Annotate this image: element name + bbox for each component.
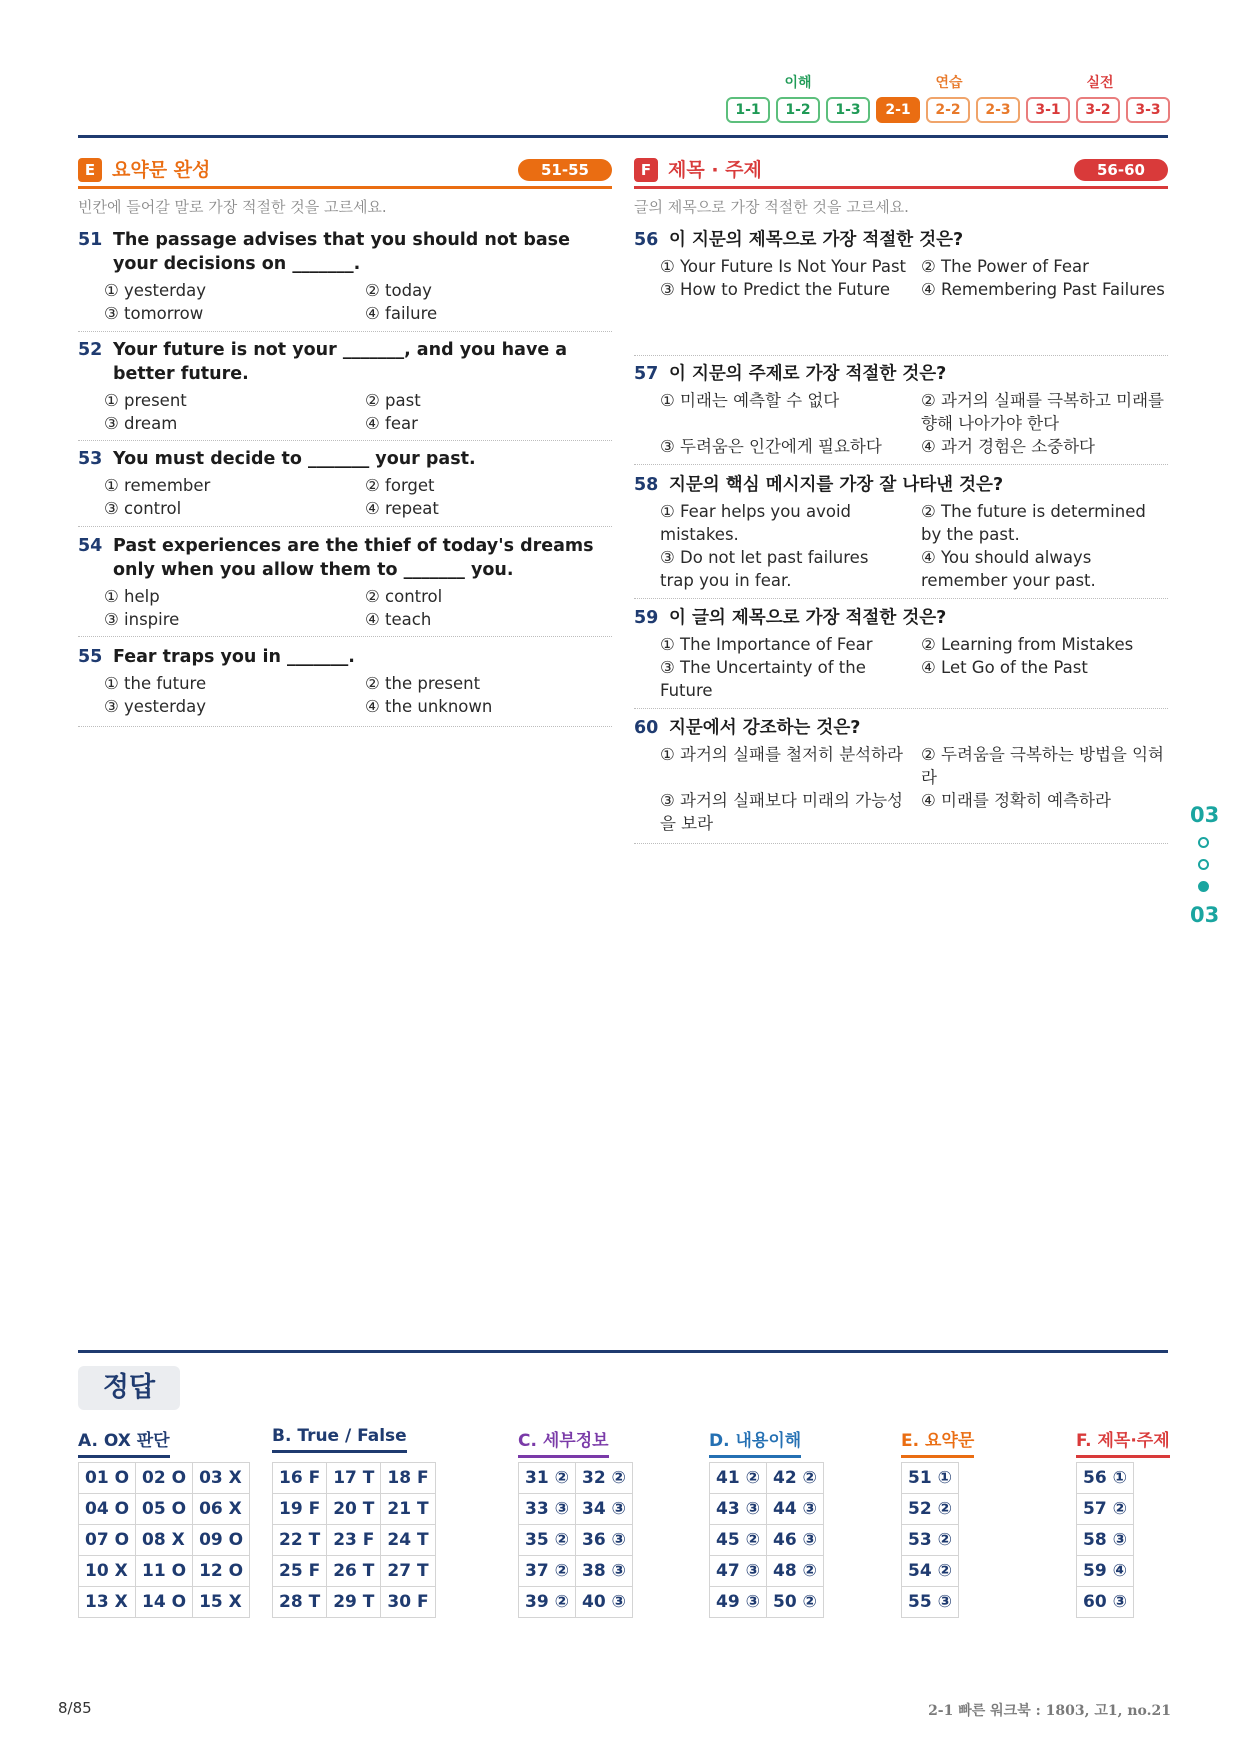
- question-55: [78, 645, 612, 718]
- table-row: [1077, 1556, 1134, 1587]
- level-tab-1-2[interactable]: 1-2: [776, 97, 820, 123]
- answer-cell: 18 F: [381, 1463, 435, 1494]
- answer-col-e-title: E. 요약문: [901, 1426, 974, 1458]
- answer-cell: 12 O: [193, 1556, 250, 1587]
- answer-cell: 06 X: [193, 1494, 250, 1525]
- question-separator: [634, 464, 1168, 465]
- question-56: [634, 228, 1168, 301]
- answer-cell: 03 X: [193, 1463, 250, 1494]
- answer-cell: 09 O: [193, 1525, 250, 1556]
- answer-cell: 26 T: [327, 1556, 381, 1587]
- answer-cell: 01 O: [79, 1463, 136, 1494]
- section-e-title: 요약문 완성: [112, 159, 211, 181]
- level-tab-1-3[interactable]: 1-3: [826, 97, 870, 123]
- answer-cell: 42 ②: [766, 1463, 823, 1494]
- option-4[interactable]: ④ failure: [365, 304, 438, 323]
- option-4[interactable]: ④ fear: [365, 414, 418, 433]
- table-row: [519, 1463, 633, 1494]
- answer-cell: 08 X: [136, 1525, 193, 1556]
- answer-cell: 54 ②: [902, 1556, 959, 1587]
- progress-dot-empty: [1198, 837, 1209, 848]
- answer-cell: 55 ③: [902, 1587, 959, 1618]
- question-separator: [78, 636, 612, 637]
- table-row: [902, 1556, 959, 1587]
- answer-cell: 44 ③: [766, 1494, 823, 1525]
- level-group-actual: 실전: [1086, 75, 1114, 91]
- question-number: 54: [78, 536, 103, 556]
- question-separator: [78, 526, 612, 527]
- header-divider: [78, 135, 1168, 138]
- question-text: 이 글의 제목으로 가장 적절한 것은?: [669, 608, 947, 628]
- answer-cell: 59 ④: [1077, 1556, 1134, 1587]
- level-tab-2-2[interactable]: 2-2: [926, 97, 970, 123]
- answer-cell: 49 ③: [710, 1587, 767, 1618]
- table-row: [519, 1494, 633, 1525]
- option-4[interactable]: ④ 미래를 정확히 예측하라: [921, 791, 1111, 810]
- question-number: 55: [78, 647, 103, 667]
- section-f-range: 56-60: [1074, 159, 1168, 181]
- question-separator: [634, 708, 1168, 709]
- question-number: 52: [78, 340, 103, 360]
- table-row: [710, 1494, 824, 1525]
- footer-reference: 2-1 빠른 워크북 : 1803, 고1, no.21: [928, 1703, 1171, 1719]
- table-row: [273, 1556, 436, 1587]
- answer-grid-e: [901, 1462, 959, 1618]
- answer-cell: 38 ③: [575, 1556, 632, 1587]
- option-2[interactable]: ② The Power of Fear: [921, 257, 1089, 276]
- option-3[interactable]: ③ dream: [104, 414, 178, 433]
- answer-cell: 28 T: [273, 1587, 327, 1618]
- option-3[interactable]: ③ How to Predict the Future: [660, 280, 891, 299]
- answer-cell: 50 ②: [766, 1587, 823, 1618]
- table-row: [519, 1587, 633, 1618]
- table-row: [273, 1587, 436, 1618]
- question-text: You must decide to _______ your past.: [113, 449, 476, 469]
- answers-title: 정답: [78, 1366, 180, 1410]
- answer-cell: 20 T: [327, 1494, 381, 1525]
- section-f-title: 제목 · 주제: [668, 159, 762, 181]
- answer-col-b-title: B. True / False: [272, 1426, 407, 1453]
- option-3[interactable]: ③ Do not let past failures trap you in fear.: [660, 548, 869, 590]
- table-row: [710, 1463, 824, 1494]
- section-f-header: [634, 156, 1168, 186]
- question-60: [634, 716, 1168, 835]
- question-51: [78, 228, 612, 325]
- question-54: [78, 534, 612, 631]
- answer-cell: 07 O: [79, 1525, 136, 1556]
- option-1[interactable]: ① 미래는 예측할 수 없다: [660, 391, 840, 410]
- option-4[interactable]: ④ the unknown: [365, 697, 493, 716]
- option-2[interactable]: ② 과거의 실패를 극복하고 미래를 향해 나아가야 한다: [921, 391, 1164, 433]
- answer-cell: 56 ①: [1077, 1463, 1134, 1494]
- answer-cell: 58 ③: [1077, 1525, 1134, 1556]
- level-tab-3-1[interactable]: 3-1: [1026, 97, 1070, 123]
- option-2[interactable]: ② 두려움을 극복하는 방법을 익혀라: [921, 745, 1164, 787]
- option-4[interactable]: ④ Remembering Past Failures: [921, 280, 1165, 299]
- answer-grid-b: [272, 1462, 436, 1618]
- table-row: [79, 1525, 250, 1556]
- option-4[interactable]: ④ Let Go of the Past: [921, 658, 1088, 677]
- answer-cell: 47 ③: [710, 1556, 767, 1587]
- side-unit-number: 03: [1190, 903, 1220, 927]
- progress-dot-empty: [1198, 859, 1209, 870]
- answer-cell: 15 X: [193, 1587, 250, 1618]
- answer-cell: 25 F: [273, 1556, 327, 1587]
- answer-cell: 14 O: [136, 1587, 193, 1618]
- option-3[interactable]: ③ The Uncertainty of the Future: [660, 658, 866, 700]
- question-number: 57: [634, 364, 659, 384]
- answer-cell: 13 X: [79, 1587, 136, 1618]
- option-1[interactable]: ① 과거의 실패를 철저히 분석하라: [660, 745, 903, 764]
- answer-cell: 24 T: [381, 1525, 435, 1556]
- table-row: [710, 1556, 824, 1587]
- answer-col-c-title: C. 세부정보: [518, 1426, 609, 1458]
- table-row: [1077, 1525, 1134, 1556]
- table-row: [79, 1494, 250, 1525]
- answer-cell: 46 ③: [766, 1525, 823, 1556]
- option-1[interactable]: ① remember: [104, 476, 211, 495]
- question-number: 59: [634, 608, 659, 628]
- option-1[interactable]: ① help: [104, 587, 160, 606]
- level-tab-3-2[interactable]: 3-2: [1076, 97, 1120, 123]
- table-row: [902, 1494, 959, 1525]
- question-text: 지문의 핵심 메시지를 가장 잘 나타낸 것은?: [669, 475, 1004, 495]
- table-row: [902, 1463, 959, 1494]
- level-group-practice: 연습: [935, 75, 963, 91]
- option-3[interactable]: ③ 두려움은 인간에게 필요하다: [660, 437, 882, 456]
- table-row: [1077, 1463, 1134, 1494]
- answer-cell: 23 F: [327, 1525, 381, 1556]
- question-separator: [78, 331, 612, 332]
- question-58: [634, 473, 1168, 592]
- question-text: Your future is not your _______, and you have a better future.: [113, 340, 568, 384]
- section-e-instruction: 빈칸에 들어갈 말로 가장 적절한 것을 고르세요.: [78, 198, 387, 216]
- answer-cell: 17 T: [327, 1463, 381, 1494]
- question-text: Fear traps you in _______.: [113, 647, 355, 667]
- answer-cell: 21 T: [381, 1494, 435, 1525]
- answer-cell: 52 ②: [902, 1494, 959, 1525]
- question-number: 51: [78, 230, 103, 250]
- question-text: 지문에서 강조하는 것은?: [669, 718, 861, 738]
- option-2[interactable]: ② past: [365, 391, 421, 410]
- question-separator: [634, 355, 1168, 356]
- table-row: [1077, 1494, 1134, 1525]
- answer-grid-f: [1076, 1462, 1134, 1618]
- answer-cell: 40 ③: [575, 1587, 632, 1618]
- option-2[interactable]: ② Learning from Mistakes: [921, 635, 1134, 654]
- answer-cell: 41 ②: [710, 1463, 767, 1494]
- answer-cell: 51 ①: [902, 1463, 959, 1494]
- answer-grid-a: [78, 1462, 250, 1618]
- answer-cell: 35 ②: [519, 1525, 576, 1556]
- answer-cell: 31 ②: [519, 1463, 576, 1494]
- table-row: [273, 1494, 436, 1525]
- answer-col-d-title: D. 내용이해: [709, 1426, 801, 1458]
- answer-cell: 30 F: [381, 1587, 435, 1618]
- question-separator: [78, 726, 612, 727]
- answer-cell: 57 ②: [1077, 1494, 1134, 1525]
- question-52: [78, 338, 612, 435]
- answers-divider: [78, 1350, 1168, 1353]
- table-row: [79, 1556, 250, 1587]
- side-chapter-number: 03: [1190, 803, 1220, 827]
- answer-cell: 10 X: [79, 1556, 136, 1587]
- answer-cell: 22 T: [273, 1525, 327, 1556]
- section-f-underline: [634, 186, 1168, 189]
- answer-cell: 53 ②: [902, 1525, 959, 1556]
- answer-col-a-title: A. OX 판단: [78, 1426, 170, 1458]
- option-4[interactable]: ④ 과거 경험은 소중하다: [921, 437, 1095, 456]
- level-tab-1-1[interactable]: 1-1: [726, 97, 770, 123]
- level-tab-2-3[interactable]: 2-3: [976, 97, 1020, 123]
- table-row: [79, 1463, 250, 1494]
- table-row: [1077, 1587, 1134, 1618]
- answer-cell: 60 ③: [1077, 1587, 1134, 1618]
- section-f-instruction: 글의 제목으로 가장 적절한 것을 고르세요.: [634, 198, 909, 216]
- section-e-header: [78, 156, 612, 186]
- level-tab-2-1[interactable]: 2-1: [876, 97, 920, 123]
- option-3[interactable]: ③ inspire: [104, 610, 180, 629]
- section-e-badge: E: [78, 158, 102, 182]
- question-separator: [634, 598, 1168, 599]
- table-row: [519, 1556, 633, 1587]
- option-1[interactable]: ① The Importance of Fear: [660, 635, 873, 654]
- page-number: 8/85: [58, 1699, 92, 1717]
- question-text: 이 지문의 제목으로 가장 적절한 것은?: [669, 230, 964, 250]
- progress-dot-filled: [1198, 881, 1209, 892]
- option-4[interactable]: ④ teach: [365, 610, 432, 629]
- answer-cell: 33 ③: [519, 1494, 576, 1525]
- option-3[interactable]: ③ yesterday: [104, 697, 207, 716]
- answer-cell: 11 O: [136, 1556, 193, 1587]
- option-2[interactable]: ② The future is determined by the past.: [921, 502, 1146, 544]
- level-group-understanding: 이해: [784, 75, 812, 91]
- section-f-badge: F: [634, 158, 658, 182]
- answer-grid-d: [709, 1462, 824, 1618]
- answer-cell: 05 O: [136, 1494, 193, 1525]
- section-e-underline: [78, 186, 612, 189]
- option-2[interactable]: ② the present: [365, 674, 481, 693]
- question-text: 이 지문의 주제로 가장 적절한 것은?: [669, 364, 947, 384]
- answer-cell: 19 F: [273, 1494, 327, 1525]
- option-1[interactable]: ① Fear helps you avoid mistakes.: [660, 502, 852, 544]
- question-text: Past experiences are the thief of today's dreams only when you allow them to _______ you.: [113, 536, 594, 580]
- question-57: [634, 362, 1168, 458]
- level-tab-3-3[interactable]: 3-3: [1126, 97, 1170, 123]
- option-3[interactable]: ③ 과거의 실패보다 미래의 가능성을 보라: [660, 791, 903, 833]
- section-e-range: 51-55: [518, 159, 612, 181]
- question-53: [78, 447, 612, 520]
- question-separator: [634, 843, 1168, 844]
- answer-cell: 43 ③: [710, 1494, 767, 1525]
- answer-cell: 48 ②: [766, 1556, 823, 1587]
- question-number: 53: [78, 449, 103, 469]
- answer-cell: 32 ②: [575, 1463, 632, 1494]
- table-row: [710, 1587, 824, 1618]
- question-59: [634, 606, 1168, 702]
- question-number: 56: [634, 230, 659, 250]
- option-1[interactable]: ① present: [104, 391, 187, 410]
- answer-cell: 16 F: [273, 1463, 327, 1494]
- table-row: [519, 1525, 633, 1556]
- option-4[interactable]: ④ You should always remember your past.: [921, 548, 1096, 590]
- option-1[interactable]: ① yesterday: [104, 281, 207, 300]
- table-row: [79, 1587, 250, 1618]
- answer-cell: 02 O: [136, 1463, 193, 1494]
- question-number: 58: [634, 475, 659, 495]
- answer-cell: 36 ③: [575, 1525, 632, 1556]
- question-text: The passage advises that you should not base your decisions on _______.: [113, 230, 570, 274]
- answer-cell: 39 ②: [519, 1587, 576, 1618]
- option-3[interactable]: ③ tomorrow: [104, 304, 204, 323]
- question-number: 60: [634, 718, 659, 738]
- question-separator: [78, 440, 612, 441]
- answer-cell: 45 ②: [710, 1525, 767, 1556]
- answer-cell: 34 ③: [575, 1494, 632, 1525]
- table-row: [902, 1525, 959, 1556]
- table-row: [273, 1463, 436, 1494]
- answer-cell: 27 T: [381, 1556, 435, 1587]
- answer-cell: 29 T: [327, 1587, 381, 1618]
- option-1[interactable]: ① the future: [104, 674, 207, 693]
- option-2[interactable]: ② control: [365, 587, 443, 606]
- table-row: [710, 1525, 824, 1556]
- answer-cell: 04 O: [79, 1494, 136, 1525]
- answer-col-f-title: F. 제목·주제: [1076, 1426, 1170, 1458]
- option-3[interactable]: ③ control: [104, 499, 182, 518]
- option-4[interactable]: ④ repeat: [365, 499, 439, 518]
- table-row: [273, 1525, 436, 1556]
- answer-grid-c: [518, 1462, 633, 1618]
- answer-cell: 37 ②: [519, 1556, 576, 1587]
- option-2[interactable]: ② today: [365, 281, 432, 300]
- table-row: [902, 1587, 959, 1618]
- option-2[interactable]: ② forget: [365, 476, 435, 495]
- option-1[interactable]: ① Your Future Is Not Your Past: [660, 257, 907, 276]
